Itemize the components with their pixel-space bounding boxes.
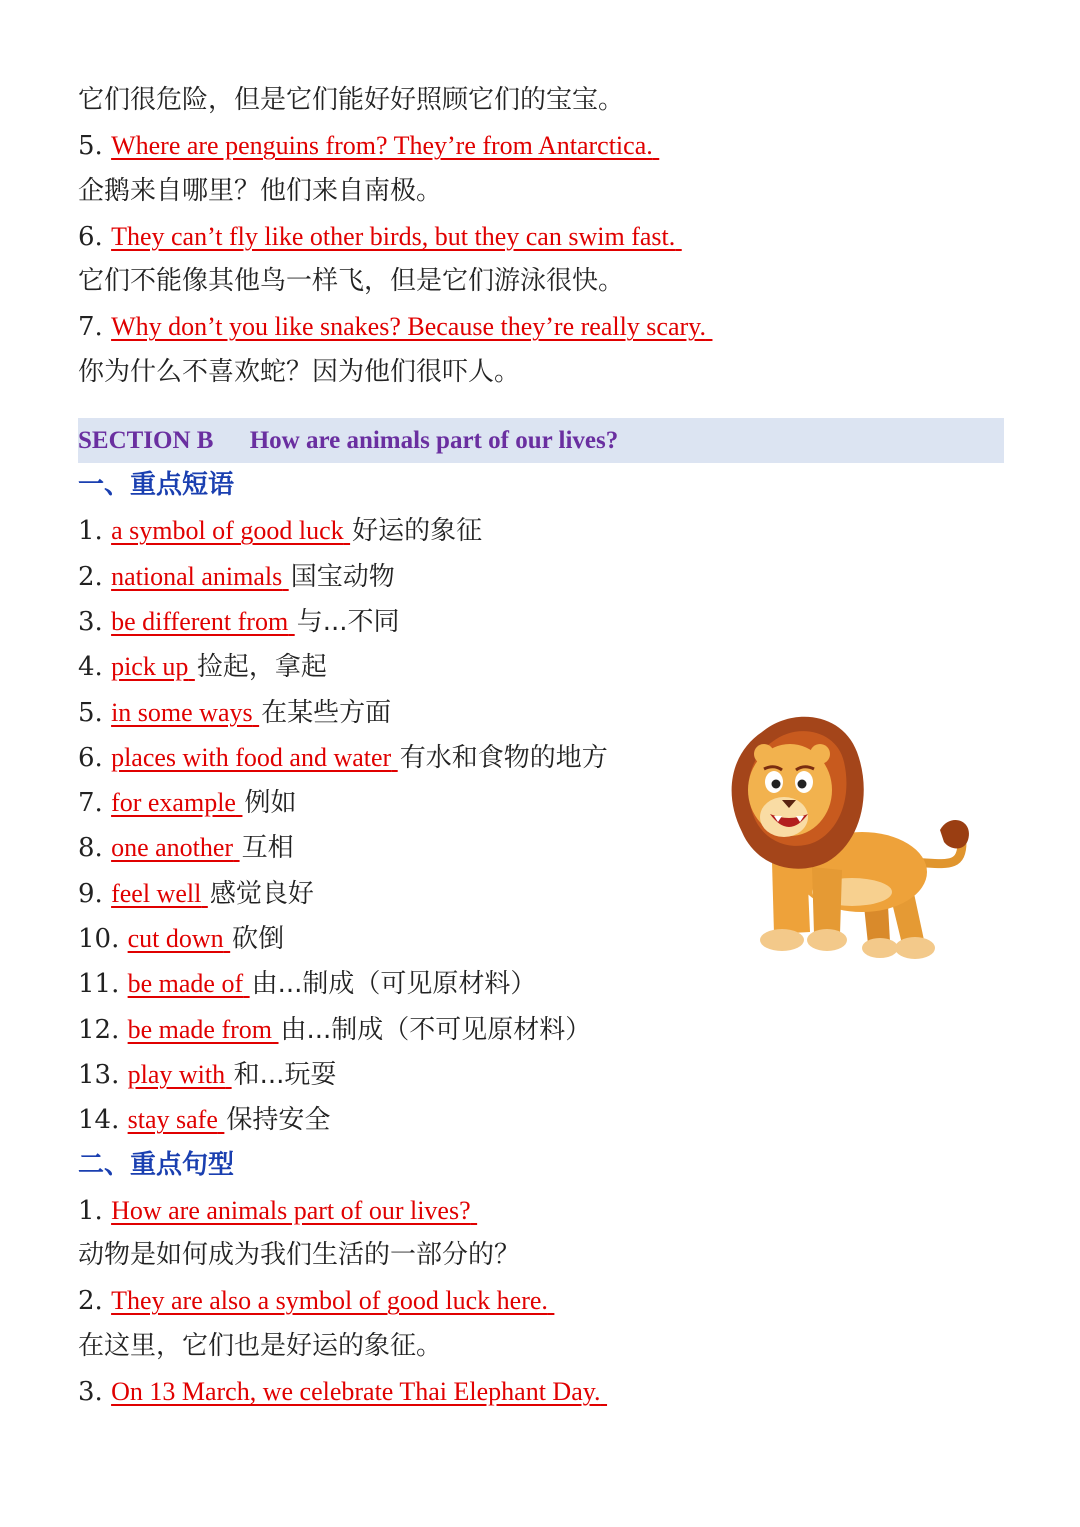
- chinese-meaning: 国宝动物: [290, 561, 395, 592]
- english-phrase: a symbol of good luck: [111, 516, 344, 546]
- item-number: 8.: [78, 833, 103, 864]
- lion-cartoon-icon: [712, 712, 980, 972]
- chinese-meaning: 和...玩耍: [233, 1059, 337, 1090]
- english-sentence: How are animals part of our lives?: [111, 1195, 471, 1225]
- english-phrase: play with: [127, 1059, 226, 1089]
- english-phrase: be made of: [127, 969, 244, 999]
- english-phrase: pick up: [111, 652, 189, 682]
- sentence-translation: [78, 1324, 1008, 1369]
- item-number: 14.: [78, 1105, 120, 1136]
- sentence-item: [78, 123, 1008, 168]
- chinese-meaning: 砍倒: [232, 924, 285, 955]
- item-number: 9.: [78, 878, 103, 909]
- sentences-heading: 二、重点句型: [78, 1149, 235, 1180]
- sentence-translation: [78, 169, 1008, 214]
- item-number: 3.: [78, 1377, 103, 1408]
- chinese-meaning: 由...制成（不可见原材料）: [280, 1014, 592, 1045]
- chinese-text: 你为什么不喜欢蛇？因为他们很吓人。: [78, 356, 521, 387]
- phrase-item: [78, 508, 1008, 553]
- english-phrase: in some ways: [111, 697, 253, 727]
- english-phrase: be different from: [111, 606, 289, 636]
- english-sentence: They can’t fly like other birds, but they can swim fast.: [111, 221, 676, 251]
- phrase-item: [78, 1097, 1008, 1142]
- english-phrase: places with food and water: [111, 742, 392, 772]
- chinese-text: 它们不能像其他鸟一样飞，但是它们游泳很快。: [78, 266, 625, 297]
- english-sentence: On 13 March, we celebrate Thai Elephant Day.: [111, 1377, 601, 1407]
- english-phrase: cut down: [127, 924, 224, 954]
- english-phrase: for example: [111, 788, 236, 818]
- phrase-item: [78, 644, 1008, 689]
- chinese-meaning: 有水和食物的地方: [399, 742, 608, 773]
- sentence-item: [78, 214, 1008, 259]
- item-number: 1.: [78, 1195, 103, 1226]
- item-number: 2.: [78, 561, 103, 592]
- chinese-meaning: 捡起，拿起: [196, 652, 327, 683]
- english-phrase: feel well: [111, 878, 202, 908]
- item-number: 10.: [78, 924, 120, 955]
- item-number: 4.: [78, 652, 103, 683]
- section-title: How are animals part of our lives?: [249, 427, 619, 455]
- sentence-item: [78, 1278, 1008, 1323]
- english-phrase: one another: [111, 833, 234, 863]
- phrases-heading: 一、重点短语: [78, 470, 235, 501]
- english-sentence: Why don’t you like snakes? Because they’re really scary.: [111, 312, 706, 342]
- sentence-translation: [78, 1233, 1008, 1278]
- section-label: SECTION B: [78, 427, 214, 455]
- sentence-item: [78, 1369, 1008, 1414]
- sentence-translation: [78, 259, 1008, 304]
- item-number: 6.: [78, 221, 103, 252]
- item-number: 5.: [78, 131, 103, 162]
- chinese-meaning: 由...制成（可见原材料）: [251, 969, 537, 1000]
- english-phrase: stay safe: [127, 1105, 218, 1135]
- item-number: 11.: [78, 969, 120, 1000]
- chinese-meaning: 互相: [241, 833, 294, 864]
- english-sentence: They are also a symbol of good luck here.: [111, 1286, 548, 1316]
- sentence-translation: [78, 78, 1008, 123]
- item-number: 6.: [78, 742, 103, 773]
- phrase-item: [78, 599, 1008, 644]
- chinese-meaning: 在某些方面: [261, 697, 392, 728]
- chinese-meaning: 好运的象征: [352, 516, 483, 547]
- item-number: 5.: [78, 697, 103, 728]
- chinese-meaning: 感觉良好: [209, 878, 314, 909]
- phrase-item: [78, 1007, 1008, 1052]
- sentence-translation: [78, 350, 1008, 395]
- phrase-item: [78, 554, 1008, 599]
- item-number: 2.: [78, 1286, 103, 1317]
- item-number: 7.: [78, 788, 103, 819]
- item-number: 12.: [78, 1014, 120, 1045]
- item-number: 7.: [78, 312, 103, 343]
- english-sentence: Where are penguins from? They’re from Antarctica.: [111, 131, 653, 161]
- chinese-text: 它们很危险，但是它们能好好照顾它们的宝宝。: [78, 85, 625, 115]
- phrase-item: [78, 1052, 1008, 1097]
- chinese-meaning: 例如: [244, 788, 297, 819]
- chinese-text: 企鹅来自哪里？他们来自南极。: [78, 175, 443, 206]
- sentence-item: [78, 1188, 1008, 1233]
- chinese-meaning: 与...不同: [296, 606, 400, 637]
- sentence-item: [78, 304, 1008, 349]
- english-phrase: be made from: [127, 1014, 273, 1044]
- item-number: 1.: [78, 516, 103, 547]
- section-header: [78, 418, 1004, 463]
- chinese-meaning: 保持安全: [226, 1105, 331, 1136]
- chinese-text: 动物是如何成为我们生活的一部分的？: [78, 1240, 521, 1271]
- item-number: 3.: [78, 606, 103, 637]
- english-phrase: national animals: [111, 561, 283, 591]
- item-number: 13.: [78, 1059, 120, 1090]
- chinese-text: 在这里，它们也是好运的象征。: [78, 1330, 443, 1361]
